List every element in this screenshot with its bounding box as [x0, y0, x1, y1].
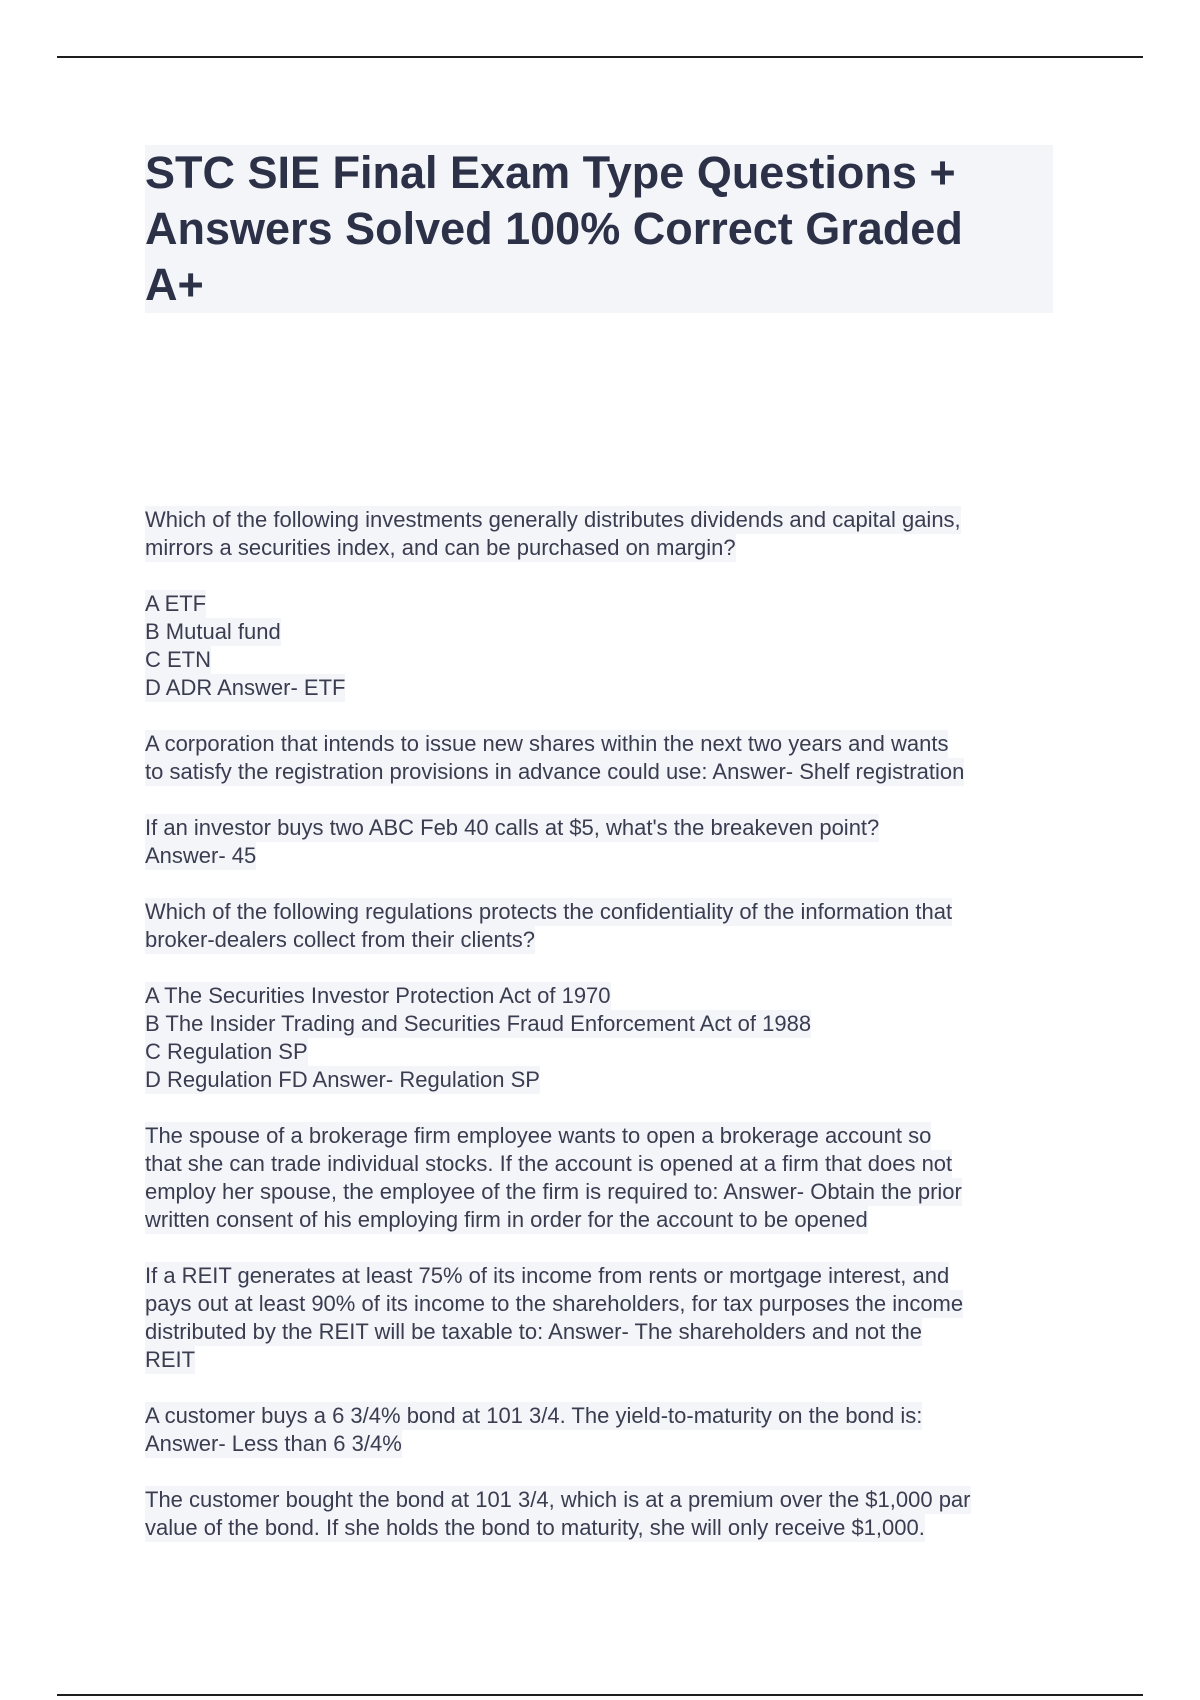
text-line — [145, 1402, 1075, 1430]
top-rule — [57, 56, 1143, 58]
text-line — [145, 1038, 1075, 1066]
text-line — [145, 1206, 1075, 1234]
title-block — [145, 145, 1053, 313]
text-line — [145, 646, 1075, 674]
text-line — [145, 1010, 1075, 1038]
text-span: to satisfy the registration provisions in advance could use: Answer- Shelf registration — [145, 759, 965, 784]
text-line — [145, 590, 1075, 618]
question-paragraph — [145, 898, 1075, 954]
text-span: The spouse of a brokerage firm employee wants to open a brokerage account so — [145, 1123, 932, 1148]
text-span: Which of the following investments generally distributes dividends and capital gains, — [145, 507, 961, 532]
text-span: D ADR Answer- ETF — [145, 675, 346, 700]
question-paragraph — [145, 814, 1075, 870]
options-paragraph — [145, 982, 1075, 1094]
text-line — [145, 898, 1075, 926]
text-span: Answer- Less than 6 3/4% — [145, 1431, 402, 1456]
text-line — [145, 1318, 1075, 1346]
text-line — [145, 982, 1075, 1010]
text-span: pays out at least 90% of its income to the shareholders, for tax purposes the income — [145, 1291, 964, 1316]
question-paragraph — [145, 1402, 1075, 1458]
text-line — [145, 1262, 1075, 1290]
text-line — [145, 506, 1075, 534]
text-span: Answer- 45 — [145, 843, 257, 868]
options-paragraph — [145, 590, 1075, 702]
question-paragraph — [145, 1122, 1075, 1234]
text-span: B The Insider Trading and Securities Fraud Enforcement Act of 1988 — [145, 1011, 812, 1036]
text-span: A The Securities Investor Protection Act of 1970 — [145, 983, 611, 1008]
text-line — [145, 1486, 1075, 1514]
title-line: Answers Solved 100% Correct Graded — [145, 203, 963, 254]
text-span: A corporation that intends to issue new shares within the next two years and wants — [145, 731, 949, 756]
text-span: B Mutual fund — [145, 619, 281, 644]
text-span: D Regulation FD Answer- Regulation SP — [145, 1067, 540, 1092]
text-line — [145, 842, 1075, 870]
explanation-paragraph — [145, 1486, 1075, 1542]
document-title — [145, 145, 1053, 313]
text-span: mirrors a securities index, and can be purchased on margin? — [145, 535, 736, 560]
text-span: that she can trade individual stocks. If the account is opened at a firm that does not — [145, 1151, 953, 1176]
text-line — [145, 618, 1075, 646]
text-span: C Regulation SP — [145, 1039, 308, 1064]
text-line — [145, 758, 1075, 786]
text-line — [145, 1178, 1075, 1206]
text-line — [145, 674, 1075, 702]
text-span: Which of the following regulations protects the confidentiality of the information that — [145, 899, 953, 924]
title-line: A+ — [145, 259, 204, 310]
text-span: employ her spouse, the employee of the firm is required to: Answer- Obtain the prior — [145, 1179, 962, 1204]
text-span: distributed by the REIT will be taxable to: Answer- The shareholders and not the — [145, 1319, 922, 1344]
text-line — [145, 1290, 1075, 1318]
text-span: C ETN — [145, 647, 211, 672]
title-line: STC SIE Final Exam Type Questions + — [145, 147, 956, 198]
text-line — [145, 1430, 1075, 1458]
text-line — [145, 1122, 1075, 1150]
text-span: A customer buys a 6 3/4% bond at 101 3/4. The yield-to-maturity on the bond is: — [145, 1403, 923, 1428]
text-span: If an investor buys two ABC Feb 40 calls at $5, what's the breakeven point? — [145, 815, 880, 840]
text-line — [145, 730, 1075, 758]
text-line — [145, 926, 1075, 954]
question-paragraph — [145, 1262, 1075, 1374]
text-span: REIT — [145, 1347, 196, 1372]
text-line — [145, 814, 1075, 842]
text-span: A ETF — [145, 591, 207, 616]
text-span: The customer bought the bond at 101 3/4, which is at a premium over the $1,000 par — [145, 1487, 971, 1512]
question-paragraph — [145, 506, 1075, 562]
text-line — [145, 1150, 1075, 1178]
text-span: value of the bond. If she holds the bond to maturity, she will only receive $1,000. — [145, 1515, 925, 1540]
text-line — [145, 1514, 1075, 1542]
document-body — [145, 506, 1075, 1570]
text-line — [145, 1346, 1075, 1374]
text-span: written consent of his employing firm in order for the account to be opened — [145, 1207, 868, 1232]
text-span: broker-dealers collect from their clients? — [145, 927, 536, 952]
text-line — [145, 534, 1075, 562]
question-paragraph — [145, 730, 1075, 786]
text-span: If a REIT generates at least 75% of its income from rents or mortgage interest, and — [145, 1263, 950, 1288]
text-line — [145, 1066, 1075, 1094]
bottom-rule — [57, 1694, 1143, 1696]
